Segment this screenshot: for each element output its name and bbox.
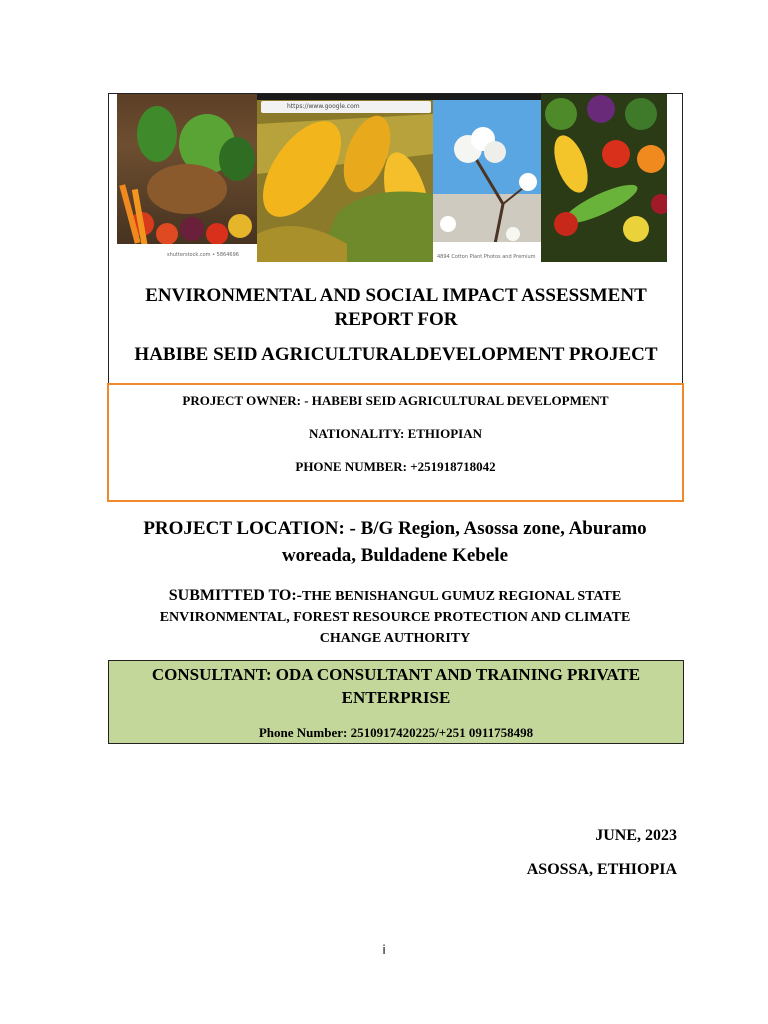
consultant-line-2: ENTERPRISE <box>341 688 451 707</box>
page-number: i <box>382 943 386 957</box>
submitted-label: SUBMITTED TO:- <box>168 587 302 604</box>
owner-phone-text: PHONE NUMBER: +251918718042 <box>295 459 496 474</box>
watermark-text: 4894 Cotton Plant Photos and Premium <box>437 254 536 260</box>
cotton-image <box>433 94 541 262</box>
consultant-line-1: CONSULTANT: ODA CONSULTANT AND TRAINING PRIVATE <box>151 665 641 684</box>
consultant-phone: Phone Number: 2510917420225/+251 0911758498 <box>258 725 534 740</box>
project-owner-box <box>107 383 684 502</box>
cover-frame <box>108 93 683 383</box>
title-line-2: REPORT FOR <box>334 309 458 330</box>
consultant-name <box>109 663 683 709</box>
url-text: https://www.google.com <box>287 103 360 110</box>
report-date: JUNE, 2023 <box>595 827 677 844</box>
produce-banner <box>109 94 683 262</box>
mixed-vegetables-image <box>541 94 675 262</box>
submitted-to <box>110 585 680 649</box>
submitted-line-1: THE BENISHANGUL GUMUZ REGIONAL STATE <box>302 589 622 604</box>
nationality-text: NATIONALITY: ETHIOPIAN <box>308 426 482 441</box>
project-location <box>110 515 680 569</box>
submitted-line-2: ENVIRONMENTAL, FOREST RESOURCE PROTECTION AND CLIMATE <box>159 610 631 625</box>
report-title <box>109 284 683 332</box>
watermark-text: shutterstock.com • 5864696 <box>167 252 239 258</box>
submitted-line-3: CHANGE AUTHORITY <box>319 631 471 646</box>
browser-url-bar <box>261 101 431 113</box>
project-name: HABIBE SEID AGRICULTURALDEVELOPMENT PROJECT <box>134 344 658 365</box>
vegetables-basket-image <box>117 94 257 262</box>
location-line-2: woreada, Buldadene Kebele <box>281 545 509 566</box>
project-owner-text: PROJECT OWNER: - HABEBI SEID AGRICULTURAL DEVELOPMENT <box>182 393 609 408</box>
report-place: ASOSSA, ETHIOPIA <box>526 861 677 878</box>
title-line-1: ENVIRONMENTAL AND SOCIAL IMPACT ASSESSMENT <box>145 285 647 306</box>
location-line-1: PROJECT LOCATION: - B/G Region, Asossa zone, Aburamo <box>143 518 647 539</box>
consultant-box <box>108 660 684 744</box>
phone-status-bar <box>257 94 541 100</box>
corn-image <box>257 94 433 262</box>
